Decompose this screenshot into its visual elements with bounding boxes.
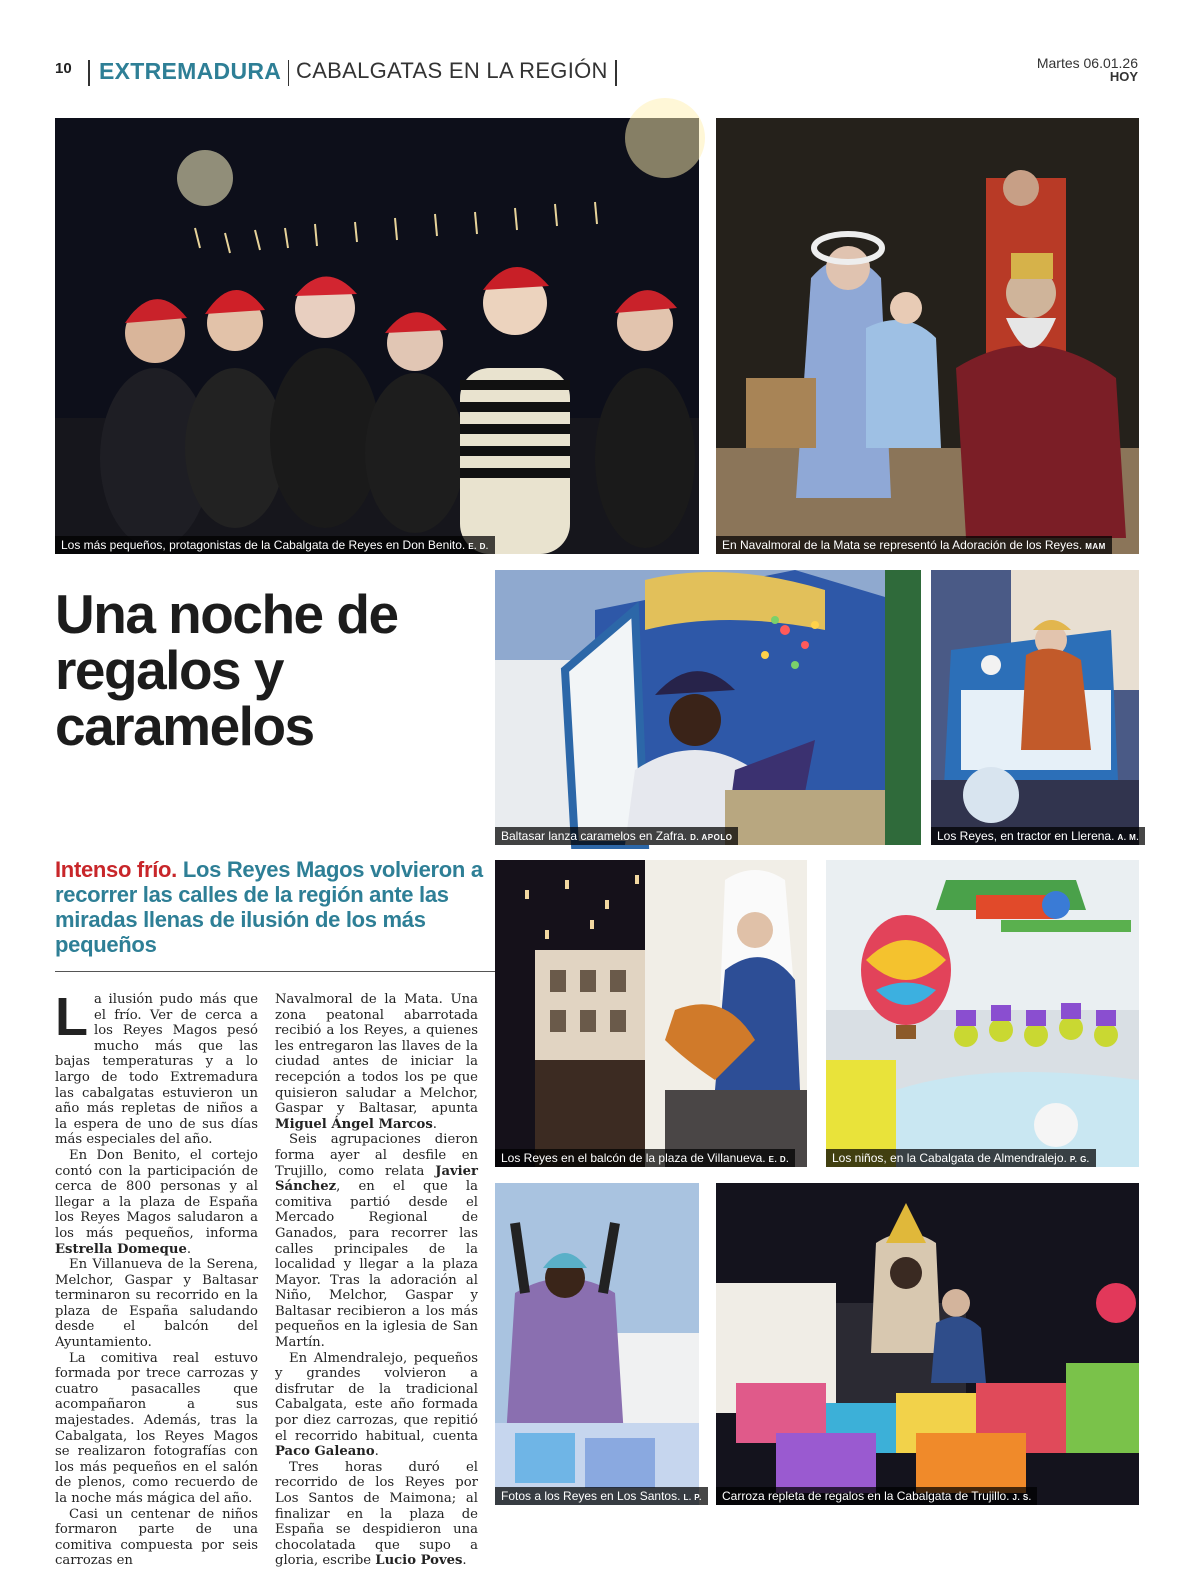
paragraph: En Almendralejo, pequeños y grandes volvieron a disfrutar de la tradicional Cabalgata, este año formada por diez carrozas, que repitió el recorrido habitual, cuenta Paco Galeano.: [275, 1350, 478, 1460]
paragraph-text: en el que la comitiva partió desde el Mercado Regional de Ganados, para recorrer las calles principales de la localidad y llegar a la plaza Mayor. Tras la adoración al Niño, Melchor, Gaspar y Baltasar recibieron a los más pequeños en la iglesia de San Martín.: [275, 1179, 478, 1351]
photo-art: [931, 570, 1139, 845]
photo-caption: [55, 536, 495, 554]
photo-llerena: [931, 570, 1139, 845]
photo-villanueva: [495, 860, 807, 1167]
section-title: EXTREMADURA: [99, 58, 282, 84]
date-text: Martes 06.01.26: [1036, 55, 1138, 71]
caption-text: Fotos a los Reyes en Los Santos.: [501, 1489, 681, 1503]
photo-caption: [495, 1149, 795, 1167]
paragraph: Tres horas duró el recorrido de los Reyes por Los Santos de Maimona; al finalizar en la plaza de España se despidieron una chocolatada que supo a gloria, escribe Lucio Poves.: [275, 1459, 478, 1569]
photo-art: [716, 1183, 1139, 1505]
caption-text: En Navalmoral de la Mata se representó la Adoración de los Reyes.: [722, 538, 1083, 552]
paragraph: Seis agrupaciones dieron forma ayer al desfile en Trujillo, como relata Javier Sánchez, en el que la comitiva partió desde el Mercado Regional de Ganados, para recorrer las calles principales de la localidad y llegar a la plaza Mayor. Tras la adoración al Niño, Melchor, Gaspar y Baltasar recibieron a los más pequeños en la iglesia de San Martín.: [275, 1132, 478, 1351]
caption-text: Carroza repleta de regalos en la Cabalgata de Trujillo.: [722, 1489, 1010, 1503]
header-divider: [288, 60, 289, 86]
paragraph-text: En Don Benito, el cortejo contó con la participación de cerca de 800 personas y al llegar a la plaza de España los Reyes Magos saludaron a los más pequeños, informa: [55, 1147, 258, 1241]
body-column-1: [55, 987, 258, 1569]
photo-credit: J. S.: [1012, 1493, 1032, 1502]
lede-text: Los Reyes Magos volvieron a recorrer las calles de la región ante las miradas llenas de ilusión de los más pequeños: [55, 857, 483, 957]
paragraph-text: Seis agrupaciones dieron forma ayer al desfile en Trujillo, como relata: [275, 1132, 478, 1179]
issue-date: [1037, 56, 1138, 84]
photo-caption: [716, 1487, 1037, 1505]
photo-art: [716, 118, 1139, 554]
photo-caption: [716, 536, 1112, 554]
paragraph-text: En Almendralejo, pequeños y grandes volvieron a disfrutar de la tradicional Cabalgata, este año formada por diez carrozas, que repitió el recorrido habitual, cuenta: [275, 1350, 478, 1444]
photo-navalmoral: [716, 118, 1139, 554]
photo-art: [55, 118, 699, 554]
paragraph: Navalmoral de la Mata. Una zona peatonal abarrotada recibió a los Reyes, a quienes les entregaron las llaves de la ciudad antes de iniciar la recepción a todos los pe que quisieron saludar a Melchor, Gaspar y Baltasar, apunta Miguel Ángel Marcos.: [275, 992, 478, 1132]
paragraph-text: En Villanueva de la Serena, Melchor, Gaspar y Baltasar terminaron su recorrido en la plaza de España saludando desde el balcón del Ayuntamiento.: [55, 1257, 258, 1351]
photo-credit: L. P.: [683, 1493, 702, 1502]
author-name: Lucio Poves: [375, 1553, 463, 1569]
caption-text: Baltasar lanza caramelos en Zafra.: [501, 829, 688, 843]
paragraph-text: a ilusión pudo más que el frío. Ver de cerca a los Reyes Magos pesó mucho más que las bajas temperaturas y a lo largo de todo Extremadura las cabalgatas estuvieron un año más repletas de niños a la espera de uno de sus días más especiales del año.: [55, 992, 258, 1148]
photo-credit: P. G.: [1069, 1155, 1090, 1164]
photo-don-benito: [55, 118, 699, 554]
subsection-title: CABALGATAS EN LA REGIÓN: [296, 58, 608, 83]
headline: Una noche de regalos y caramelos: [55, 583, 398, 757]
photo-credit: D. APOLO: [690, 833, 733, 842]
paper-name: HOY: [1109, 69, 1138, 84]
photo-almendralejo: [826, 860, 1139, 1167]
paragraph: [55, 987, 258, 1148]
author-name: Miguel Ángel Marcos: [275, 1116, 433, 1132]
paragraph: En Don Benito, el cortejo contó con la participación de cerca de 800 personas y al llegar a la plaza de España los Reyes Magos saludaron a los más pequeños, informa Estrella Domeque.: [55, 1147, 258, 1257]
caption-text: Los niños, en la Cabalgata de Almendralejo.: [832, 1151, 1067, 1165]
photo-art: [826, 860, 1139, 1167]
lede-kicker: Intenso frío.: [55, 857, 177, 882]
body-column-2: [275, 992, 478, 1569]
photo-trujillo: [716, 1183, 1139, 1505]
paragraph-text: La comitiva real estuvo formada por trece carrozas y cuatro pasacalles que acompañaron a sus majestades. Además, tras la Cabalgata, los Reyes Magos se realizaron fotografías con los más pequeños en el salón de plenos, como recuerdo de la noche más mágica del año.: [55, 1350, 258, 1506]
paragraph-text: Navalmoral de la Mata. Una zona peatonal abarrotada recibió a los Reyes, a quienes les entregaron las llaves de la ciudad antes de iniciar la recepción a todos los pe que quisieron saludar a Melchor, Gaspar y Baltasar, apunta: [275, 992, 478, 1117]
caption-text: Los Reyes en el balcón de la plaza de Villanueva.: [501, 1151, 766, 1165]
paragraph: [55, 1351, 258, 1507]
photo-caption: [931, 827, 1145, 845]
photo-caption: [495, 827, 738, 845]
photo-caption: [495, 1487, 708, 1505]
photo-credit: MAM: [1085, 542, 1106, 551]
paragraph-text: Tres horas duró el recorrido de los Reyes por Los Santos de Maimona; al finalizar en la plaza de España se despidieron una chocolatada que supo a gloria, escribe: [275, 1459, 478, 1569]
lede: [55, 857, 485, 957]
paragraph: [55, 1257, 258, 1351]
photo-caption: [826, 1149, 1096, 1167]
photo-art: [495, 570, 921, 845]
photo-zafra: [495, 570, 921, 845]
photo-art: [495, 860, 807, 1167]
photo-los-santos: [495, 1183, 702, 1505]
page-number: 10: [55, 60, 72, 77]
caption-text: Los más pequeños, protagonistas de la Cabalgata de Reyes en Don Benito.: [61, 538, 466, 552]
header-divider: [615, 60, 617, 86]
photo-credit: E. D.: [468, 542, 489, 551]
lede-rule: [55, 971, 495, 972]
author-name: Estrella Domeque: [55, 1241, 187, 1257]
paragraph-text: Casi un centenar de niños formaron parte de una comitiva compuesta por seis carrozas en: [55, 1506, 258, 1569]
paragraph: [55, 1507, 258, 1569]
drop-cap: L: [55, 987, 88, 1047]
photo-credit: E. D.: [768, 1155, 789, 1164]
header-divider: [88, 60, 90, 86]
caption-text: Los Reyes, en tractor en Llerena.: [937, 829, 1115, 843]
photo-art: [495, 1183, 702, 1505]
author-name: Javier Sánchez: [275, 1163, 478, 1195]
author-name: Paco Galeano: [275, 1444, 375, 1460]
photo-credit: A. M.: [1117, 833, 1140, 842]
